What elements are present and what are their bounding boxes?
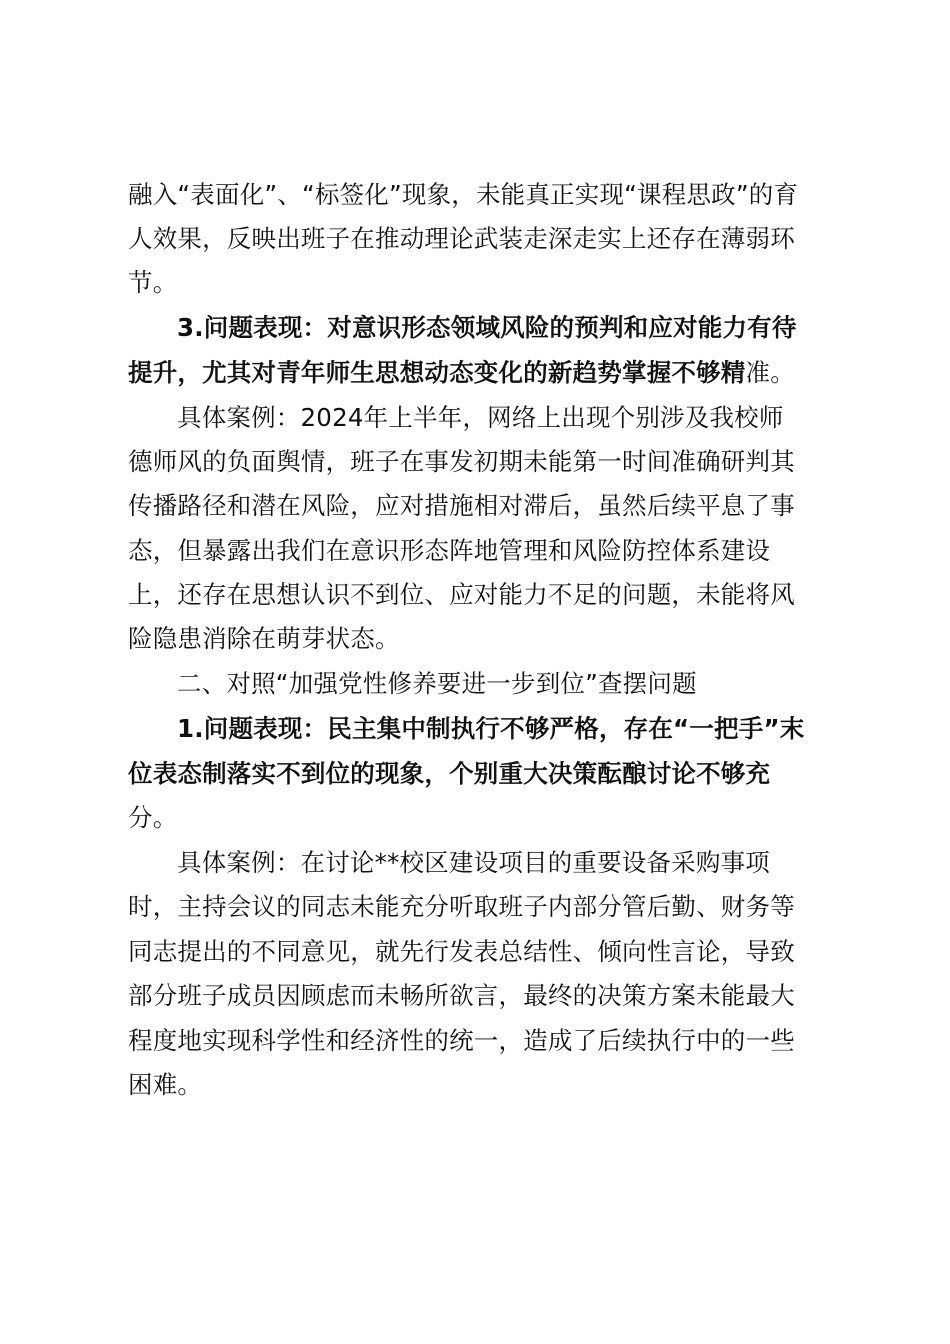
case-line-5: 上，还存在思想认识不到位、应对能力不足的问题，未能将风 <box>128 580 795 609</box>
issue-heading-3-line-2 <box>128 358 795 388</box>
case-line-4: 态，但暴露出我们在意识形态阵地管理和风险防控体系建设 <box>128 536 771 565</box>
case2-line-6: 困难。 <box>128 1070 203 1099</box>
issue-heading-1-line-2: 位表态制落实不到位的现象，个别重大决策酝酿讨论不够充 <box>128 759 771 788</box>
case-line-2: 德师风的负面舆情，班子在事发初期未能第一时间准确研判其 <box>128 447 795 476</box>
case-line-6: 险隐患消除在萌芽状态。 <box>128 624 400 653</box>
case-line-3: 传播路径和潜在风险，应对措施相对滞后，虽然后续平息了事 <box>128 491 795 520</box>
issue-heading-1-line-1: 1.问题表现：民主集中制执行不够严格，存在“一把手”末 <box>177 714 805 743</box>
case-line-1: 具体案例：2024年上半年，网络上出现个别涉及我校师 <box>177 403 784 432</box>
issue-heading-1-line-3: 分。 <box>128 803 178 832</box>
issue-heading-3-line-2-tail: 准。 <box>745 358 795 387</box>
paragraph-line-2: 人效果，反映出班子在推动理论武装走深走实上还存在薄弱环 <box>128 224 795 253</box>
issue-heading-3-line-1: 3.问题表现：对意识形态领域风险的预判和应对能力有待 <box>177 313 797 342</box>
section-heading-2: 二、对照“加强党性修养要进一步到位”查摆问题 <box>177 669 697 698</box>
case2-line-3: 同志提出的不同意见，就先行发表总结性、倾向性言论，导致 <box>128 937 795 966</box>
paragraph-line-3: 节。 <box>128 268 178 297</box>
paragraph-line-1: 融入“表面化”、“标签化”现象，未能真正实现“课程思政”的育 <box>128 180 799 209</box>
case2-line-4: 部分班子成员因顾虑而未畅所欲言，最终的决策方案未能最大 <box>128 981 795 1010</box>
case2-line-5: 程度地实现科学性和经济性的统一，造成了后续执行中的一些 <box>128 1026 795 1055</box>
issue-heading-3-line-2-bold: 提升，尤其对青年师生思想动态变化的新趋势掌握不够精 <box>128 358 746 387</box>
case2-line-2: 时，主持会议的同志未能充分听取班子内部分管后勤、财务等 <box>128 892 795 921</box>
case2-line-1: 具体案例：在讨论**校区建设项目的重要设备采购事项 <box>177 848 770 877</box>
